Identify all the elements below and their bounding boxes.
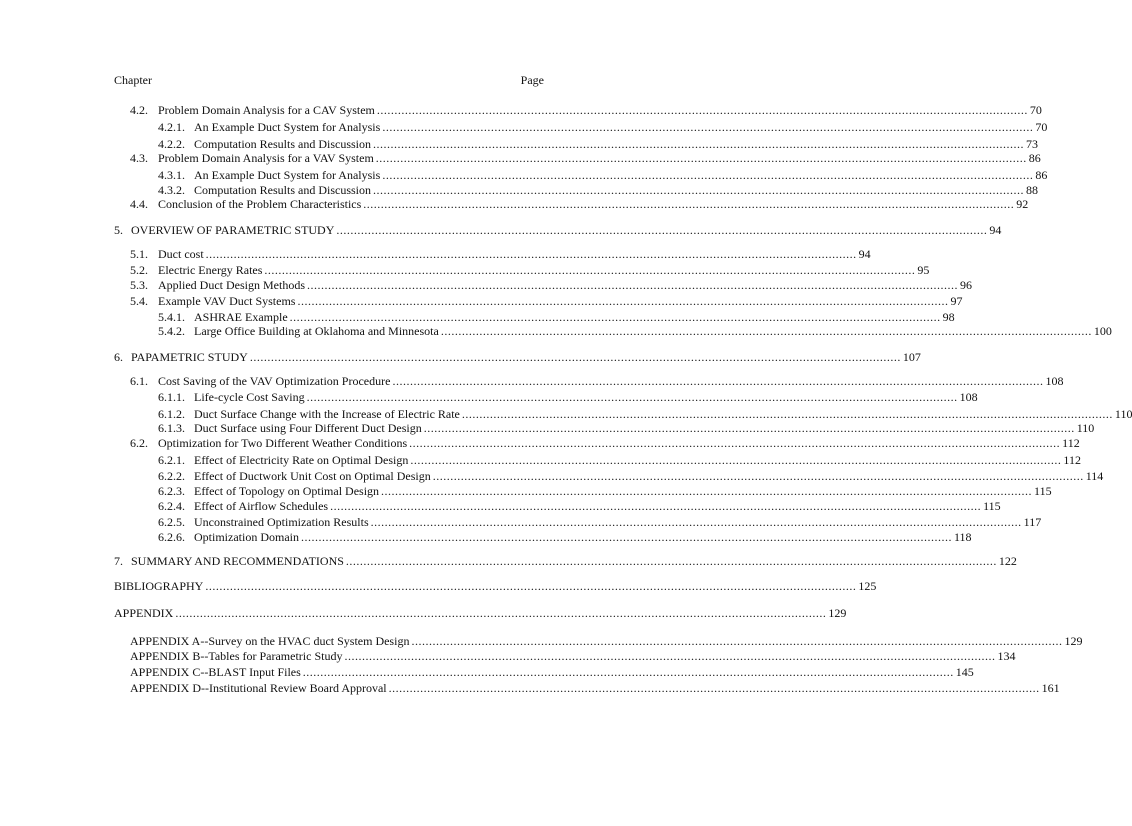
toc-entry-number: 6.2.1. [158,453,185,467]
dot-leader [307,389,958,405]
toc-entry-page: 115 [1034,484,1052,498]
dot-leader [301,529,952,545]
toc-entry-page: 117 [1023,515,1042,529]
dot-leader [382,119,1033,135]
toc-entry-number: 6.2. [130,436,148,450]
toc-entry-title: Unconstrained Optimization Results [194,515,369,529]
toc-entry-number: 4.3. [130,151,148,165]
toc-entry-title: PAPAMETRIC STUDY [131,350,248,364]
toc-entry-title: Conclusion of the Problem Characteristics [158,197,362,211]
dot-leader [205,578,856,594]
toc-entry-page: 114 [1085,469,1104,483]
toc-entry-title: Duct Surface Change with the Increase of Electric Rate [194,407,460,421]
toc-entry-number: 5.4.2. [158,324,185,338]
toc-entry-number: 6.2.2. [158,469,185,483]
toc-entry-page: 73 [1026,137,1038,151]
toc-entry-page: 100 [1093,324,1112,338]
toc-entry-page: 70 [1035,120,1048,134]
toc-entry[interactable] [158,389,978,405]
toc-entry-title: Large Office Building at Oklahoma and Minnesota [194,324,439,338]
toc-entry-number: 6.2.6. [158,530,185,544]
toc-entry-title: Duct Surface using Four Different Duct Design [194,421,422,435]
dot-leader [424,420,1075,436]
toc-entry-title: Effect of Ductwork Unit Cost on Optimal Design [194,469,431,483]
toc-entry-page: 94 [989,223,1002,237]
dot-leader [206,246,857,262]
dot-leader [376,150,1027,166]
toc-entry-title: Problem Domain Analysis for a CAV System [158,103,375,117]
toc-entry[interactable] [130,680,1060,696]
chapter-column-label: Chapter [114,73,152,87]
toc-entry-number: 4.3.1. [158,168,185,182]
toc-entry-page: 118 [953,530,972,544]
dot-leader [409,435,1060,451]
toc-header [114,73,544,89]
toc-entry-page: 88 [1026,183,1038,197]
toc-entry-page: 115 [983,499,1001,513]
toc-entry-title: Duct cost [158,247,204,261]
toc-entry-number: 6.1.3. [158,421,185,435]
toc-entry-number: 5. [114,223,123,237]
toc-entry-number: 4.2.1. [158,120,185,134]
toc-entry-title: Effect of Topology on Optimal Design [194,484,380,498]
toc-entry-page: 134 [997,649,1016,663]
toc-entry[interactable] [158,323,1112,339]
toc-entry-title: Computation Results and Discussion [194,183,371,197]
toc-entry-page: 108 [959,390,978,404]
toc-entry-title: BIBLIOGRAPHY [114,579,204,593]
toc-entry-number: 5.4.1. [158,310,185,324]
toc-entry[interactable] [158,167,1048,183]
toc-entry-title: APPENDIX A--Survey on the HVAC duct System Design [130,634,410,648]
toc-entry-number: 6.2.5. [158,515,185,529]
toc-entry-number: 6.2.3. [158,484,185,498]
toc-entry[interactable] [130,648,1016,664]
toc-entry-page: 112 [1062,436,1080,450]
toc-entry[interactable] [158,452,1081,468]
toc-entry-title: Effect of Electricity Rate on Optimal Design [194,453,409,467]
toc-entry-title: An Example Duct System for Analysis [194,168,381,182]
dot-leader [250,349,901,365]
toc-entry[interactable] [130,196,1029,212]
toc-entry-page: 86 [1035,168,1048,182]
toc-entry[interactable] [130,435,1080,451]
dot-leader [346,553,997,569]
dot-leader [411,633,1062,649]
toc-entry[interactable] [130,150,1041,166]
dot-leader [336,222,987,238]
toc-entry-number: 4.2.2. [158,137,185,151]
dot-leader [363,196,1014,212]
toc-entry-number: 6.1.1. [158,390,185,404]
toc-entry-title: Computation Results and Discussion [194,137,371,151]
toc-entry-number: 4.2. [130,103,148,117]
toc-entry-title: APPENDIX D--Institutional Review Board Approval [130,681,387,695]
toc-entry-page: 92 [1016,197,1029,211]
toc-entry[interactable] [130,262,930,278]
toc-entry-page: 94 [858,247,871,261]
dot-leader [175,605,826,621]
toc-entry[interactable] [158,119,1048,135]
toc-entry-page: 145 [955,665,974,679]
toc-entry[interactable] [114,578,877,594]
dot-leader [382,167,1033,183]
toc-entry-number: 5.1. [130,247,148,261]
toc-entry[interactable] [130,293,963,309]
toc-entry-number: 5.4. [130,294,148,308]
toc-entry-title: Effect of Airflow Schedules [194,499,329,513]
toc-entry-number: 7. [114,554,123,568]
dot-leader [410,452,1061,468]
toc-entry[interactable] [158,483,1052,499]
toc-entry-page: 107 [902,350,921,364]
toc-entry-page: 112 [1063,453,1081,467]
toc-entry[interactable] [130,102,1042,118]
dot-leader [307,277,958,293]
toc-entry-number: 4.3.2. [158,183,185,197]
toc-entry-number: 6.1.2. [158,407,185,421]
page-column-label: Page [520,73,544,87]
toc-entry[interactable] [158,514,1042,530]
toc-entry-number: 6.2.4. [158,499,185,513]
toc-entry-title: APPENDIX C--BLAST Input Files [130,665,301,679]
toc-entry-number: 6.1. [130,374,148,388]
toc-entry-title: Example VAV Duct Systems [158,294,296,308]
toc-entry-title: Life-cycle Cost Saving [194,390,305,404]
toc-entry[interactable] [130,373,1064,389]
toc-entry-title: APPENDIX B--Tables for Parametric Study [130,649,343,663]
toc-entry-number: 5.2. [130,263,148,277]
toc-entry-number: 4.4. [130,197,148,211]
dot-leader [264,262,915,278]
dot-leader [330,498,981,514]
dot-leader [433,468,1084,484]
toc-entry-page: 110 [1114,407,1132,421]
toc-entry-page: 97 [950,294,963,308]
toc-entry-page: 108 [1045,374,1064,388]
toc-entry-page: 96 [959,278,972,292]
toc-entry-title: Problem Domain Analysis for a VAV System [158,151,374,165]
toc-entry-page: 129 [828,606,847,620]
toc-entry-title: Optimization for Two Different Weather Conditions [158,436,408,450]
toc-entry-title: Electric Energy Rates [158,263,263,277]
toc-entry-page: 125 [858,579,877,593]
toc-entry-title: Optimization Domain [194,530,299,544]
toc-entry[interactable] [114,553,1017,569]
toc-entry-number: 5.3. [130,278,148,292]
toc-entry[interactable] [158,529,972,545]
toc-entry-title: An Example Duct System for Analysis [194,120,381,134]
dot-leader [344,648,995,664]
toc-entry[interactable] [130,664,974,680]
toc-entry-title: APPENDIX [114,606,174,620]
toc-entry[interactable] [114,349,921,365]
dot-leader [303,664,954,680]
toc-entry[interactable] [114,222,1002,238]
dot-leader [371,514,1022,530]
toc-entry-number: 6. [114,350,123,364]
dot-leader [377,102,1028,118]
toc-entry-page: 98 [942,310,955,324]
toc-entry[interactable] [130,277,972,293]
toc-entry-page: 70 [1029,103,1042,117]
toc-entry-title: Applied Duct Design Methods [158,278,305,292]
dot-leader [297,293,948,309]
toc-entry-title: ASHRAE Example [194,310,288,324]
dot-leader [441,323,1092,339]
toc-entry-title: SUMMARY AND RECOMMENDATIONS [131,554,344,568]
toc-entry-title: Cost Saving of the VAV Optimization Procedure [158,374,391,388]
dot-leader [381,483,1032,499]
dot-leader [389,680,1040,696]
toc-entry-page: 95 [917,263,930,277]
toc-entry-page: 122 [998,554,1017,568]
toc-entry[interactable] [130,246,871,262]
toc-entry[interactable] [158,420,1095,436]
toc-entry-page: 161 [1041,681,1060,695]
dot-leader [392,373,1043,389]
toc-entry[interactable] [158,468,1104,484]
toc-entry[interactable] [158,498,1001,514]
toc-entry-title: OVERVIEW OF PARAMETRIC STUDY [131,223,335,237]
toc-entry-page: 129 [1064,634,1083,648]
toc-entry-page: 110 [1076,421,1095,435]
toc-entry[interactable] [114,605,847,621]
toc-entry-page: 86 [1028,151,1041,165]
toc-entry[interactable] [130,633,1083,649]
